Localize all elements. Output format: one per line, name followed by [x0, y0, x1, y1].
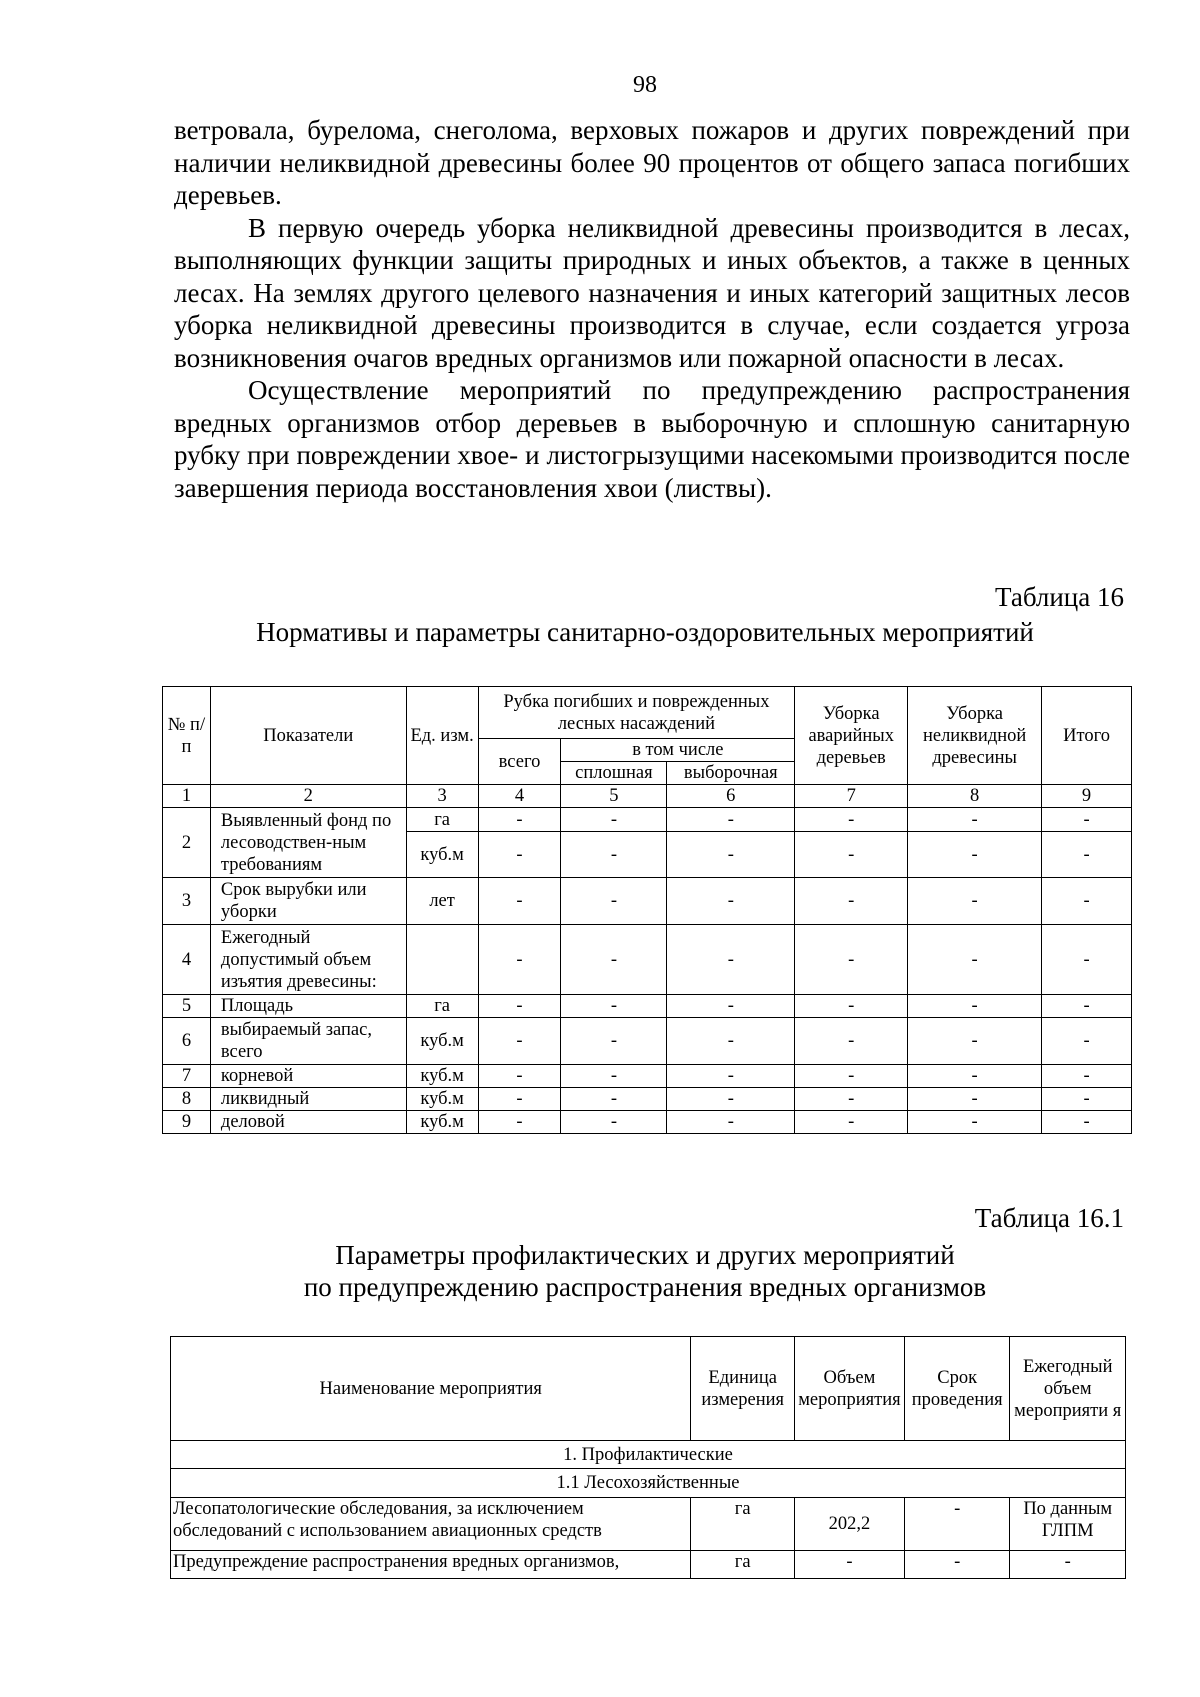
table-row	[163, 1018, 1132, 1065]
cell: -	[561, 995, 667, 1018]
row-num: 3	[163, 878, 211, 925]
section-heading: 1. Профилактические	[171, 1441, 1126, 1469]
row-unit: куб.м	[406, 1088, 478, 1111]
header-total-all: всего	[478, 739, 561, 785]
header-including: в том числе	[561, 739, 795, 762]
cell: -	[795, 925, 908, 995]
col-number: 3	[406, 785, 478, 808]
cell: -	[1042, 1088, 1132, 1111]
cell: -	[795, 995, 908, 1018]
row-unit: куб.м	[406, 1018, 478, 1065]
row-num: 7	[163, 1065, 211, 1088]
cell: -	[795, 832, 908, 878]
table-row	[163, 878, 1132, 925]
table16-caption: Таблица 16	[995, 582, 1124, 612]
cell: -	[1042, 1018, 1132, 1065]
row-term: -	[904, 1551, 1009, 1579]
row-volume: -	[794, 1551, 904, 1579]
cell: -	[667, 1018, 795, 1065]
cell: -	[795, 1111, 908, 1134]
header-emergency: Уборка аварийных деревьев	[795, 687, 908, 785]
table16-1-title-line1: Параметры профилактических и других мероприятий	[335, 1240, 955, 1270]
paragraph: ветровала, бурелома, снеголома, верховых пожаров и других повреждений при наличии неликвидной древесины более 90 процентов от общего запаса погибших деревьев.	[174, 115, 1130, 210]
cell: -	[667, 878, 795, 925]
header-annual: Ежегодный объем мероприяти я	[1010, 1337, 1126, 1441]
row-term: -	[904, 1498, 1009, 1551]
cell: -	[795, 1088, 908, 1111]
cell: -	[795, 1018, 908, 1065]
table16-1-caption: Таблица 16.1	[974, 1203, 1124, 1233]
cell: -	[561, 1111, 667, 1134]
cell: -	[561, 808, 667, 832]
table-row	[163, 1065, 1132, 1088]
header-unit: Единица измерения	[691, 1337, 794, 1441]
row-unit	[406, 925, 478, 995]
row-unit: га	[691, 1498, 794, 1551]
cell: -	[1042, 878, 1132, 925]
row-annual: -	[1010, 1551, 1126, 1579]
cell: -	[1042, 832, 1132, 878]
cell: -	[561, 1065, 667, 1088]
table-row	[163, 995, 1132, 1018]
row-num: 4	[163, 925, 211, 995]
row-volume: 202,2	[794, 1498, 904, 1551]
row-name: Срок вырубки или уборки	[210, 878, 406, 925]
cell: -	[795, 808, 908, 832]
cell: -	[667, 832, 795, 878]
header-volume: Объем мероприятия	[794, 1337, 904, 1441]
cell: -	[667, 925, 795, 995]
cell: -	[478, 1018, 561, 1065]
cell: -	[478, 878, 561, 925]
row-unit: га	[406, 808, 478, 832]
cell: -	[667, 995, 795, 1018]
header-felling: Рубка погибших и поврежденных лесных насаждений	[478, 687, 795, 739]
header-unit: Ед. изм.	[406, 687, 478, 785]
row-unit: га	[406, 995, 478, 1018]
row-unit: га	[691, 1551, 794, 1579]
cell: -	[908, 995, 1042, 1018]
paragraph: Осуществление мероприятий по предупреждению распространения вредных организмов отбор деревьев в выборочную и сплошную санитарную рубку при повреждении хвое- и листогрызущими насекомыми производится после завершения периода восстановления хвои (листвы).	[174, 375, 1130, 503]
cell: -	[478, 1111, 561, 1134]
row-annual: По данным ГЛПМ	[1010, 1498, 1126, 1551]
row-name: корневой	[210, 1065, 406, 1088]
cell: -	[667, 1065, 795, 1088]
row-unit: лет	[406, 878, 478, 925]
cell: -	[908, 808, 1042, 832]
col-number: 8	[908, 785, 1042, 808]
table-row	[163, 925, 1132, 995]
table16	[162, 686, 1132, 1134]
row-name: Лесопатологические обследования, за исключением обследований с использованием авиационных средств	[171, 1498, 691, 1551]
row-name: выбираемый запас, всего	[210, 1018, 406, 1065]
table16-title: Нормативы и параметры санитарно-оздоровительных мероприятий	[256, 617, 1034, 647]
cell: -	[667, 808, 795, 832]
row-name: ликвидный	[210, 1088, 406, 1111]
row-name: Выявленный фонд по лесоводствен-ным требованиям	[210, 808, 406, 878]
table-row	[171, 1551, 1126, 1579]
cell: -	[1042, 925, 1132, 995]
col-number: 2	[210, 785, 406, 808]
cell: -	[561, 925, 667, 995]
table-row	[163, 808, 1132, 832]
paragraph: В первую очередь уборка неликвидной древесины производится в лесах, выполняющих функции защиты природных и иных объектов, а также в ценных лесах. На землях другого целевого назначения и иных категорий защитных лесов уборка неликвидной древесины производится в случае, если создается угроза возникновения очагов вредных организмов или пожарной опасности в лесах.	[174, 212, 1130, 373]
page-number: 98	[633, 72, 657, 98]
table16-1-title-line2: по предупреждению распространения вредных организмов	[303, 1272, 987, 1302]
cell: -	[908, 878, 1042, 925]
row-num: 9	[163, 1111, 211, 1134]
cell: -	[561, 1018, 667, 1065]
row-name: деловой	[210, 1111, 406, 1134]
header-term: Срок проведения	[904, 1337, 1009, 1441]
cell: -	[1042, 995, 1132, 1018]
body-text	[174, 114, 1130, 504]
header-num: № п/п	[163, 687, 211, 785]
cell: -	[478, 1088, 561, 1111]
cell: -	[478, 1065, 561, 1088]
row-num: 6	[163, 1018, 211, 1065]
col-number: 9	[1042, 785, 1132, 808]
row-unit: куб.м	[406, 1065, 478, 1088]
header-total: Итого	[1042, 687, 1132, 785]
cell: -	[908, 1111, 1042, 1134]
cell: -	[478, 925, 561, 995]
col-number: 5	[561, 785, 667, 808]
row-name: Площадь	[210, 995, 406, 1018]
row-num: 8	[163, 1088, 211, 1111]
header-illiquid: Уборка неликвидной древесины	[908, 687, 1042, 785]
table16-1	[170, 1336, 1126, 1579]
row-name: Ежегодный допустимый объем изъятия древесины:	[210, 925, 406, 995]
col-number: 6	[667, 785, 795, 808]
table-row	[171, 1498, 1126, 1551]
cell: -	[1042, 1111, 1132, 1134]
header-selective: выборочная	[667, 762, 795, 785]
cell: -	[478, 808, 561, 832]
row-unit: куб.м	[406, 1111, 478, 1134]
cell: -	[908, 1065, 1042, 1088]
col-number: 1	[163, 785, 211, 808]
cell: -	[908, 832, 1042, 878]
section-subheading: 1.1 Лесохозяйственные	[171, 1469, 1126, 1498]
header-indicators: Показатели	[210, 687, 406, 785]
table-row	[163, 1088, 1132, 1111]
cell: -	[908, 925, 1042, 995]
row-unit: куб.м	[406, 832, 478, 878]
cell: -	[561, 1088, 667, 1111]
cell: -	[908, 1018, 1042, 1065]
cell: -	[908, 1088, 1042, 1111]
col-number: 7	[795, 785, 908, 808]
header-name: Наименование мероприятия	[171, 1337, 691, 1441]
cell: -	[1042, 1065, 1132, 1088]
cell: -	[795, 878, 908, 925]
cell: -	[561, 878, 667, 925]
row-num: 5	[163, 995, 211, 1018]
row-num: 2	[163, 808, 211, 878]
cell: -	[667, 1111, 795, 1134]
header-clear: сплошная	[561, 762, 667, 785]
cell: -	[561, 832, 667, 878]
cell: -	[795, 1065, 908, 1088]
cell: -	[667, 1088, 795, 1111]
cell: -	[478, 832, 561, 878]
cell: -	[1042, 808, 1132, 832]
row-name: Предупреждение распространения вредных организмов,	[171, 1551, 691, 1579]
col-number: 4	[478, 785, 561, 808]
cell: -	[478, 995, 561, 1018]
table-row	[163, 1111, 1132, 1134]
